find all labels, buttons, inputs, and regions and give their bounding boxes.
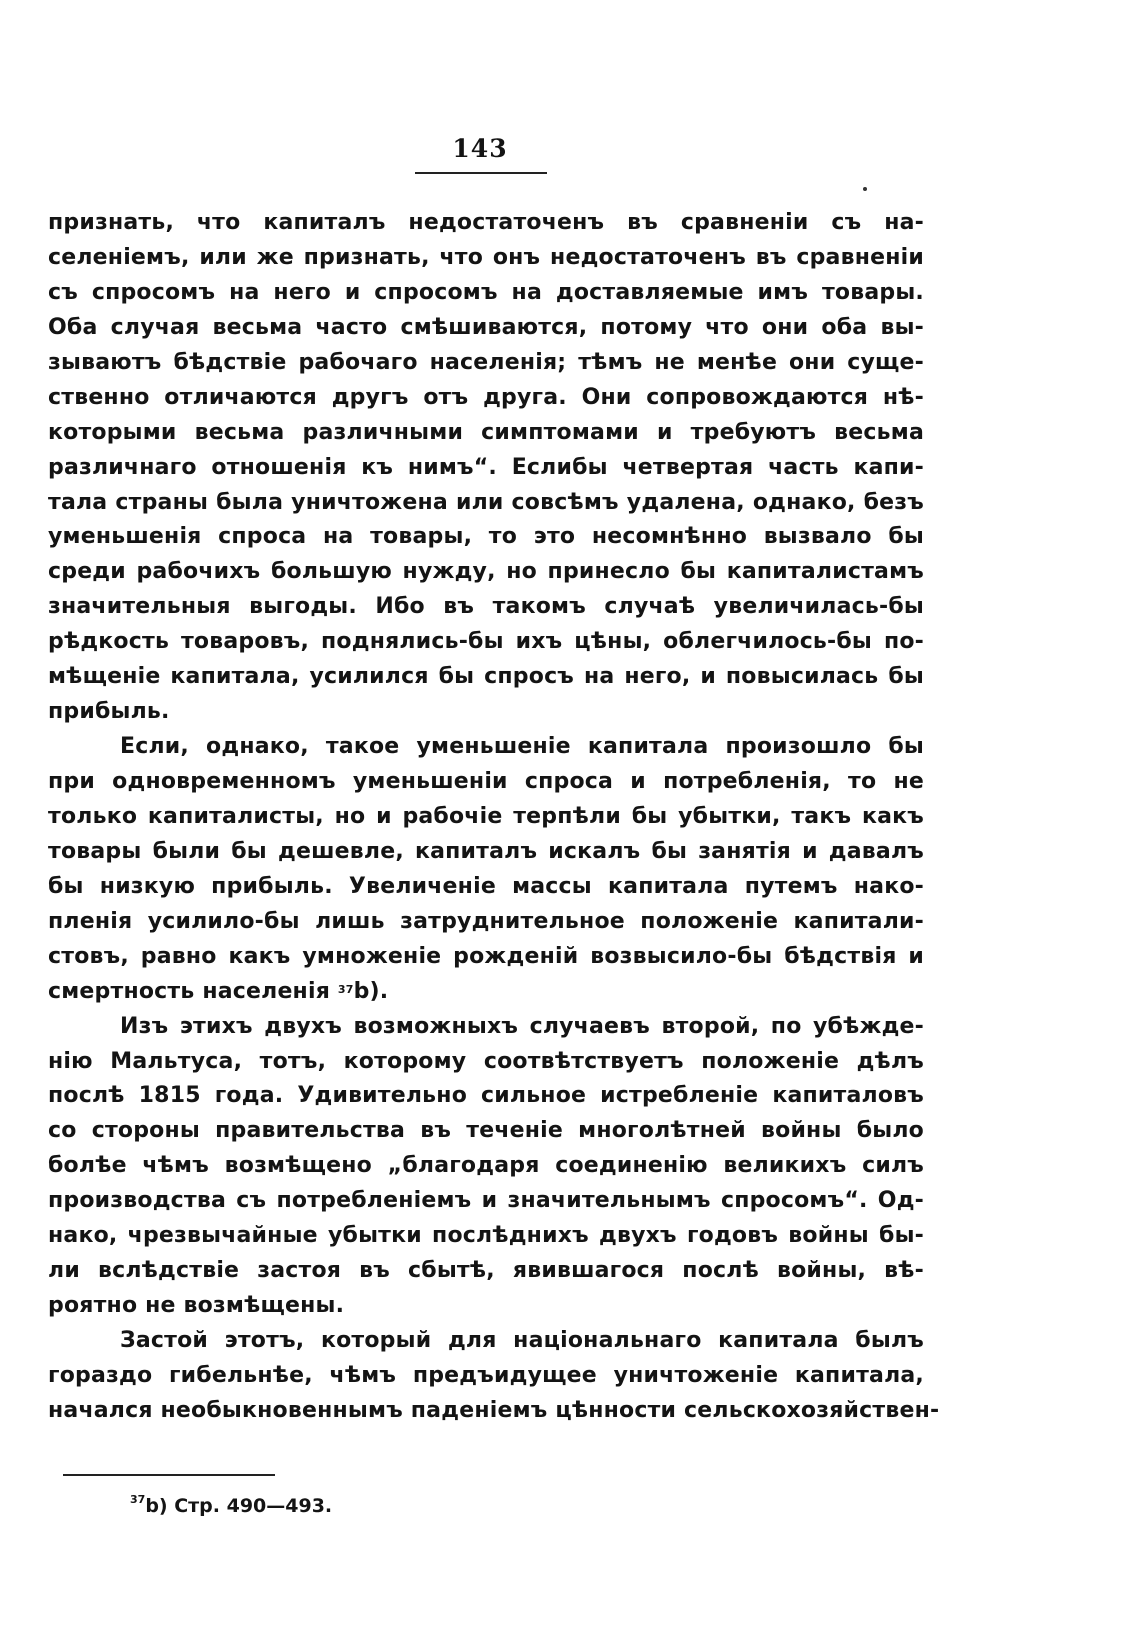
page-number: 143 [452,134,508,163]
text-line [48,975,924,1010]
text-line: различнаго отношенія къ нимъ“. Еслибы четвертая часть капи- [48,454,924,480]
line-text: смертность населенія [48,978,338,1004]
text-line: начался необыкновеннымъ паденіемъ цѣнности сельскохозяйствен- [48,1397,940,1423]
text-line: нію Мальтуса, тотъ, которому соотвѣтствуетъ положеніе дѣлъ [48,1048,924,1074]
text-line: которыми весьма различными симптомами и требуютъ весьма [48,419,924,445]
footnote-text: b) Стр. 490—493. [145,1495,333,1517]
footnote-rule [63,1474,275,1476]
text-line: признать, что капиталъ недостаточенъ въ сравненіи съ на- [48,210,924,235]
text-line: нако, чрезвычайные убытки послѣднихъ двухъ годовъ войны бы- [48,1223,924,1249]
text-line: ли вслѣдствіе застоя въ сбытѣ, явившагося послѣ войны, вѣ- [48,1258,924,1284]
text-line: при одновременномъ уменьшеніи спроса и потребленія, то не [48,769,924,794]
text-line: мѣщеніе капитала, усилился бы спросъ на него, и повысилась бы [48,664,924,690]
text-line: только капиталисты, но и рабочіе терпѣли бы убытки, такъ какъ [48,803,924,829]
text-line: Оба случая весьма часто смѣшиваются, потому что они оба вы- [48,314,924,340]
text-line: Изъ этихъ двухъ возможныхъ случаевъ второй, по убѣжде- [120,1013,924,1039]
text-line: послѣ 1815 года. Удивительно сильное истребленіе капиталовъ [48,1083,924,1109]
text-line: рѣдкость товаровъ, поднялись-бы ихъ цѣны, облегчилось-бы по- [48,629,924,655]
text-line: съ спросомъ на него и спросомъ на доставляемые имъ товары. [48,279,924,305]
text-line: роятно не возмѣщены. [48,1293,345,1319]
footnote [130,1495,332,1517]
page-number-rule [415,172,547,174]
text-line: значительныя выгоды. Ибо въ такомъ случаѣ увеличилась-бы [48,594,924,620]
text-line: ственно отличаются другъ отъ друга. Они сопровождаются нѣ- [48,384,924,410]
text-line: бы низкую прибыль. Увеличеніе массы капитала путемъ нако- [48,873,924,899]
text-line: стовъ, равно какъ умноженіе рожденій возвысило-бы бѣдствія и [48,943,924,969]
text-line: пленія усилило-бы лишь затруднительное положеніе капитали- [48,908,924,934]
text-line: зываютъ бѣдствіе рабочаго населенія; тѣмъ не менѣе они суще- [48,349,924,375]
text-line: товары были бы дешевле, капиталъ искалъ бы занятія и давалъ [48,838,924,864]
text-line: Застой этотъ, который для національнаго капитала былъ [120,1328,924,1353]
footnote-number: 37 [130,1493,146,1506]
text-line: уменьшенія спроса на товары, то это несомнѣнно вызвало бы [48,524,924,550]
text-line: прибыль. [48,699,170,725]
text-line: селеніемъ, или же признать, что онъ недостаточенъ въ сравненіи [48,244,924,270]
body-text [48,206,940,1429]
text-line: болѣе чѣмъ возмѣщено „благодаря соединенію великихъ силъ [48,1153,924,1179]
text-line: со стороны правительства въ теченіе многолѣтней войны было [48,1118,924,1144]
text-line: гораздо гибельнѣе, чѣмъ предъидущее уничтоженіе капитала, [48,1362,924,1388]
print-speck [863,187,867,191]
text-line: Если, однако, такое уменьшеніе капитала произошло бы [120,734,924,760]
text-line: тала страны была уничтожена или совсѣмъ удалена, однако, безъ [48,489,924,515]
footnote-reference: 37 [337,982,354,996]
text-line: среди рабочихъ большую нужду, но принесло бы капиталистамъ [48,559,924,585]
line-text-after: b). [353,978,389,1004]
text-line: производства съ потребленіемъ и значительнымъ спросомъ“. Од- [48,1188,924,1214]
